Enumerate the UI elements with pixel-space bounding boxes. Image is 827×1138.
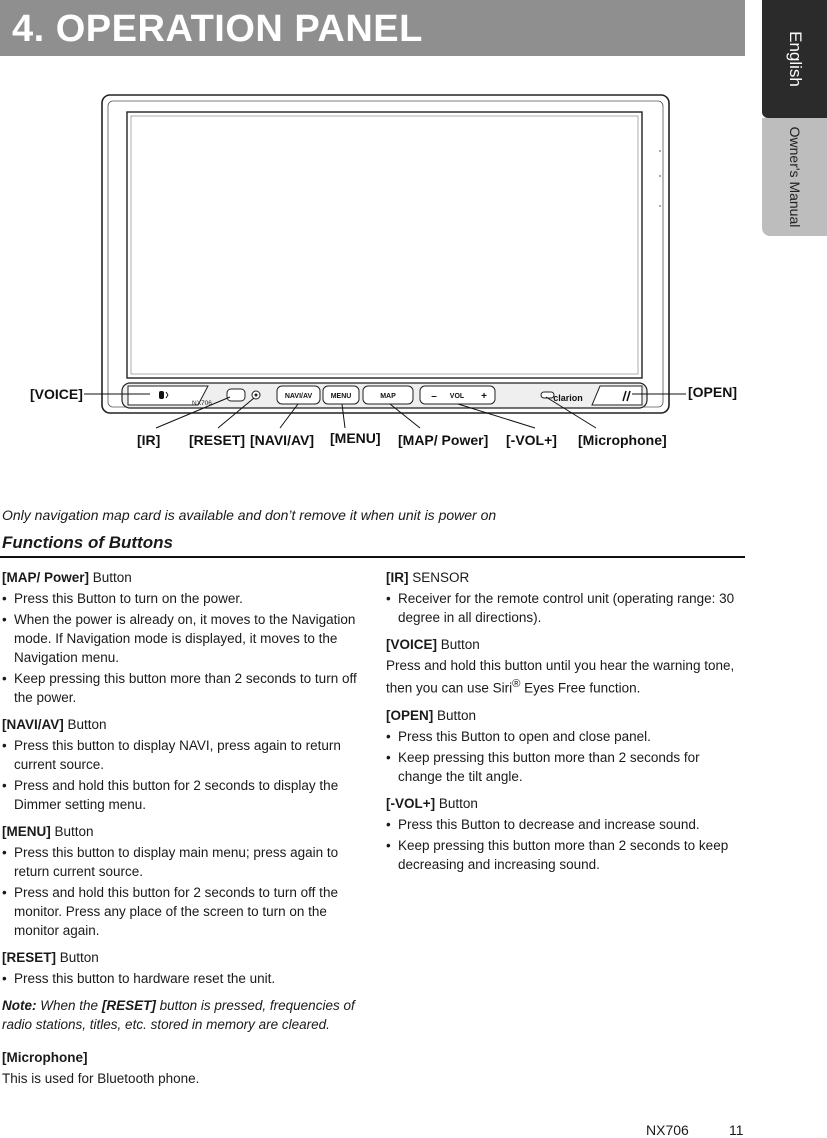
note-key: [RESET] <box>101 998 156 1013</box>
block-title: [MAP/ Power] <box>2 570 90 585</box>
page-title: 4. OPERATION PANEL <box>12 8 423 50</box>
note-pre: When the <box>40 998 99 1013</box>
navi-av-key-label: NAVI/AV <box>284 393 313 400</box>
ir-block <box>386 568 742 627</box>
callout-menu: [MENU] <box>330 430 381 446</box>
callout-navi-av: [NAVI/AV] <box>250 432 315 448</box>
language-tab-label: English <box>785 31 805 87</box>
left-column <box>2 568 358 1096</box>
block-title: [NAVI/AV] <box>2 717 64 732</box>
reset-block <box>2 948 358 1034</box>
block-text: Press and hold this button until you hear the warning tone, then you can use Siri® Eyes Free function. <box>386 658 735 696</box>
block-title: [OPEN] <box>386 707 434 723</box>
block-suffix: Button <box>59 950 99 965</box>
bullet: • When the power is already on, it moves to the Navigation mode. If Navigation mode is displayed, it moves to the Navigation menu. <box>2 610 358 667</box>
menu-block <box>2 822 358 940</box>
callout-reset: [RESET] <box>189 432 245 448</box>
intro-note: Only navigation map card is available and don’t remove it when unit is power on <box>2 507 497 523</box>
callout-open: [OPEN] <box>688 384 737 400</box>
block-suffix: Button <box>440 637 480 652</box>
block-suffix: SENSOR <box>412 570 470 585</box>
callout-vol: [-VOL+] <box>506 432 557 448</box>
menu-key-label: MENU <box>330 393 352 400</box>
block-suffix: Button <box>67 717 107 732</box>
vol-block <box>386 794 742 874</box>
callout-ir: [IR] <box>137 432 161 448</box>
navi-av-block <box>2 715 358 814</box>
block-text: This is used for Bluetooth phone. <box>2 1071 200 1086</box>
microphone-block <box>2 1048 358 1088</box>
block-suffix: Button <box>92 570 132 585</box>
block-title: [Microphone] <box>2 1050 88 1065</box>
manual-tab[interactable] <box>762 118 827 236</box>
block-suffix: Button <box>437 707 477 723</box>
bullet: • Press and hold this button for 2 seconds to display the Dimmer setting menu. <box>2 776 358 814</box>
vol-plus-label: + <box>481 391 487 402</box>
manual-tab-label: Owner's Manual <box>786 126 803 228</box>
bullet: • Press this button to display main menu; press again to return current source. <box>2 843 358 881</box>
operation-panel-diagram <box>0 80 745 460</box>
ir-sensor <box>227 389 245 401</box>
footer-model: NX706 <box>646 1122 689 1138</box>
map-key-label: MAP <box>380 393 396 400</box>
microphone <box>541 392 554 398</box>
block-suffix: Button <box>54 824 94 839</box>
vol-minus-label: – <box>431 391 437 402</box>
bullet: • Press this button to hardware reset the unit. <box>2 969 358 988</box>
language-tab[interactable] <box>762 0 827 118</box>
bullet: • Press this Button to decrease and increase sound. <box>386 815 742 834</box>
bullet: • Press this button to display NAVI, press again to return current source. <box>2 736 358 774</box>
bullet: • Keep pressing this button more than 2 seconds to turn off the power. <box>2 669 358 707</box>
bullet: • Keep pressing this button more than 2 seconds to keep decreasing and increasing sound. <box>386 836 742 874</box>
registered-mark: ® <box>512 678 521 690</box>
section-divider <box>0 556 745 558</box>
block-title: [VOICE] <box>386 637 438 652</box>
callout-voice: [VOICE] <box>30 386 83 402</box>
map-power-block <box>2 568 358 707</box>
bullet: • Receiver for the remote control unit (operating range: 30 degree in all directions). <box>386 589 742 627</box>
page-number: 11 <box>729 1122 744 1138</box>
reset-note <box>2 996 358 1034</box>
display-screen <box>127 112 642 378</box>
bullet: • Press this Button to turn on the power. <box>2 589 358 608</box>
brand-logo: clarion <box>553 393 583 403</box>
block-suffix: Button <box>438 795 478 811</box>
bullet: • Keep pressing this button more than 2 seconds for change the tilt angle. <box>386 748 742 786</box>
open-block <box>386 706 742 786</box>
section-heading: Functions of Buttons <box>2 533 173 552</box>
title-bar <box>0 0 745 56</box>
open-button <box>592 386 642 405</box>
callout-microphone: [Microphone] <box>578 432 667 448</box>
callout-map-power: [MAP/ Power] <box>398 432 489 448</box>
right-column <box>386 568 742 882</box>
block-title: [MENU] <box>2 824 51 839</box>
note-label: Note: <box>2 998 37 1013</box>
block-title: [IR] <box>386 570 409 585</box>
voice-block <box>386 635 742 698</box>
bullet: • Press this Button to open and close panel. <box>386 727 742 746</box>
bullet: • Press and hold this button for 2 seconds to turn off the monitor. Press any place of the screen to turn on the monitor again. <box>2 883 358 940</box>
model-label: NX706 <box>192 400 212 407</box>
vol-key-label: VOL <box>449 393 465 400</box>
block-title: [-VOL+] <box>386 795 436 811</box>
note-post: button is pressed, frequencies of radio stations, titles, etc. stored in memory are cleared. <box>2 998 355 1032</box>
block-title: [RESET] <box>2 950 56 965</box>
